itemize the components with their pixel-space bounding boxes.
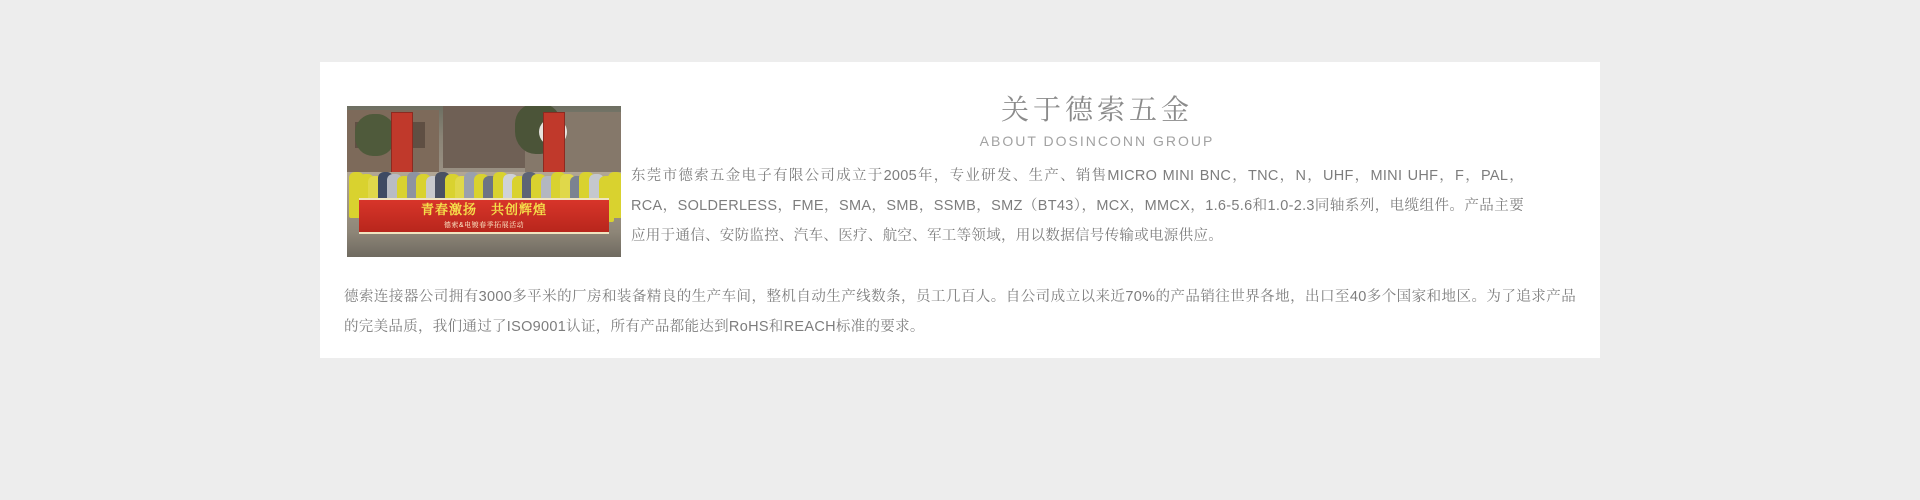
page-title: 关于德索五金 <box>1000 94 1193 125</box>
photo-banner-main-text: 青春激扬 共创辉煌 <box>420 202 547 217</box>
photo-tree-left <box>355 114 395 156</box>
about-paragraph-secondary: 德索连接器公司拥有3000多平米的厂房和装备精良的生产车间，整机自动生产线数条，员工几百人。自公司成立以来近70%的产品销往世界各地，出口至40多个国家和地区。为了追求产品的完美品质，我们通过了ISO9001认证，所有产品都能达到RoHS和REACH标准的要求。 <box>344 289 1576 335</box>
photo-person <box>608 172 621 218</box>
photo-banner-sub-text: 德索&电镀春季拓展活动 <box>443 222 525 229</box>
photo-red-banner <box>359 198 609 234</box>
about-heading-block <box>621 92 1573 152</box>
page-subtitle: ABOUT DOSINCONN GROUP <box>979 133 1215 149</box>
about-paragraph-main: 东莞市德索五金电子有限公司成立于2005年，专业研发、生产、销售MICRO MINI BNC，TNC，N，UHF，MINI UHF，F，PAL，RCA，SOLDERLESS，FME，SMA，SMB，SSMB，SMZ（BT43），MCX，MMCX，1.6-5.6和1.0-2.3同轴系列，电缆组件。产品主要应用于通信、安防监控、汽车、医疗、航空、军工等领域，用以数据信号传输或电源供应。 <box>631 168 1524 244</box>
about-card <box>320 62 1600 358</box>
about-top-row <box>320 62 1600 262</box>
team-photo <box>347 106 621 257</box>
